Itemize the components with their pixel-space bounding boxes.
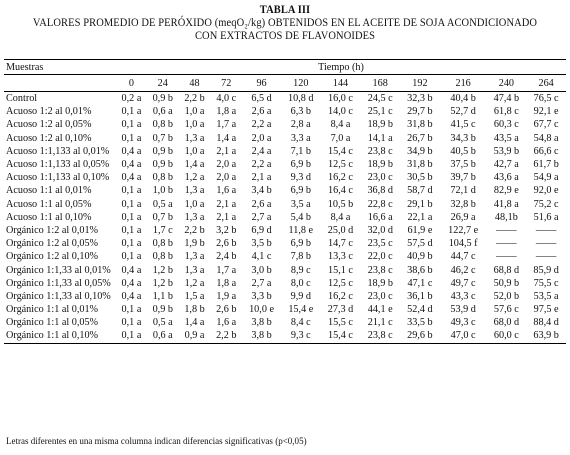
value-cell-120h: 9,9 d xyxy=(290,290,311,302)
hour-header-144: 144 xyxy=(332,77,349,89)
value-cell-240h: —— xyxy=(496,251,517,263)
value-cell-240h: 60,0 c xyxy=(493,330,519,342)
value-cell-264h: 67,7 c xyxy=(533,119,559,131)
value-cell-144h: 8,4 a xyxy=(330,211,351,223)
value-cell-264h: 54,8 a xyxy=(533,132,559,144)
value-cell-48h: 1,2 a xyxy=(184,277,205,289)
value-cell-144h: 15,5 c xyxy=(328,317,353,329)
sample-name-cell: Acuoso 1:1,133 al 0,01% xyxy=(6,145,110,157)
value-cell-24h: 1,0 b xyxy=(152,185,173,197)
value-cell-240h: 68,0 d xyxy=(493,317,520,329)
value-cell-216h: 41,5 c xyxy=(450,119,476,131)
value-cell-144h: 12,5 c xyxy=(328,159,353,171)
value-cell-24h: 0,5 a xyxy=(152,198,173,210)
value-cell-0h: 0,1 a xyxy=(121,106,142,118)
value-cell-120h: 15,4 e xyxy=(288,304,314,316)
value-cell-216h: 34,3 b xyxy=(450,132,476,144)
value-cell-192h: 57,5 d xyxy=(407,238,433,250)
sample-name-cell: Orgánico 1:1 al 0,10% xyxy=(6,330,99,342)
value-cell-72h: 1,4 a xyxy=(216,132,237,144)
value-cell-216h: 49,7 c xyxy=(450,277,476,289)
value-cell-24h: 0,6 a xyxy=(152,330,173,342)
value-cell-264h: —— xyxy=(535,224,557,236)
value-cell-96h: 3,4 b xyxy=(251,185,272,197)
table-row xyxy=(4,250,566,263)
value-cell-72h: 2,6 b xyxy=(216,238,237,250)
value-cell-192h: 61,9 e xyxy=(407,224,433,236)
empty-header-cell xyxy=(4,75,116,92)
value-cell-96h: 3,0 b xyxy=(251,264,272,276)
value-cell-240h: 68,8 d xyxy=(493,264,520,276)
value-cell-0h: 0,4 a xyxy=(121,145,142,157)
samples-header: Muestras xyxy=(6,61,44,73)
value-cell-144h: 25,0 d xyxy=(327,224,354,236)
value-cell-72h: 1,9 a xyxy=(216,290,237,302)
value-cell-120h: 7,8 b xyxy=(290,251,311,263)
value-cell-48h: 1,5 a xyxy=(184,290,205,302)
table-row xyxy=(4,316,566,329)
table-row xyxy=(4,211,566,224)
value-cell-120h: 11,8 e xyxy=(288,224,314,236)
value-cell-48h: 1,0 a xyxy=(184,145,205,157)
value-cell-264h: 66,6 c xyxy=(533,145,559,157)
value-cell-144h: 14,7 c xyxy=(328,238,353,250)
value-cell-48h: 1,0 a xyxy=(184,198,205,210)
table-title-line-2: CON EXTRACTOS DE FLAVONOIDES xyxy=(194,30,376,42)
value-cell-192h: 29,1 b xyxy=(407,198,433,210)
value-cell-216h: 104,5 f xyxy=(448,238,478,250)
value-cell-0h: 0,1 a xyxy=(121,185,142,197)
value-cell-48h: 2,2 b xyxy=(184,93,205,105)
value-cell-72h: 1,6 a xyxy=(216,317,237,329)
hour-header-240: 240 xyxy=(498,77,514,89)
table-row xyxy=(4,290,566,303)
value-cell-24h: 0,7 b xyxy=(152,132,173,144)
value-cell-96h: 3,8 b xyxy=(251,317,272,329)
value-cell-72h: 1,7 a xyxy=(216,119,237,131)
value-cell-120h: 6,9 b xyxy=(290,185,311,197)
value-cell-168h: 23,0 c xyxy=(367,172,393,184)
value-cell-96h: 2,2 a xyxy=(251,159,272,171)
value-cell-48h: 1,3 a xyxy=(184,264,205,276)
sample-name-cell: Control xyxy=(6,93,38,105)
value-cell-24h: 0,7 b xyxy=(152,211,173,223)
value-cell-48h: 1,3 a xyxy=(184,251,205,263)
sample-name-cell: Acuoso 1:2 al 0,05% xyxy=(6,119,92,131)
value-cell-96h: 6,9 d xyxy=(251,224,272,236)
value-cell-96h: 3,3 b xyxy=(251,290,272,302)
sample-name-cell: Acuoso 1:1 al 0,05% xyxy=(6,198,92,210)
value-cell-72h: 1,7 a xyxy=(216,264,237,276)
sample-name-cell: Acuoso 1:1 al 0,01% xyxy=(6,185,92,197)
value-cell-240h: 43,6 a xyxy=(493,172,519,184)
value-cell-24h: 0,8 b xyxy=(152,251,173,263)
value-cell-168h: 23,8 c xyxy=(367,330,393,342)
table-body xyxy=(4,92,566,344)
value-cell-168h: 14,1 a xyxy=(367,132,393,144)
value-cell-264h: 97,5 e xyxy=(533,304,559,316)
value-cell-0h: 0,1 a xyxy=(121,132,142,144)
value-cell-264h: 61,7 b xyxy=(533,159,559,171)
sample-name-cell: Acuoso 1:2 al 0,01% xyxy=(6,106,92,118)
value-cell-0h: 0,1 a xyxy=(121,317,142,329)
value-cell-240h: 41,8 a xyxy=(493,198,519,210)
value-cell-216h: 32,8 b xyxy=(450,198,476,210)
hour-header-168: 168 xyxy=(372,77,388,89)
value-cell-24h: 1,1 b xyxy=(152,290,173,302)
value-cell-0h: 0,1 a xyxy=(121,238,142,250)
sample-name-cell: Orgánico 1:1 al 0,05% xyxy=(6,317,99,329)
value-cell-0h: 0,1 a xyxy=(121,198,142,210)
value-cell-96h: 2,0 a xyxy=(251,132,272,144)
value-cell-192h: 38,6 b xyxy=(407,264,433,276)
value-cell-144h: 8,4 a xyxy=(330,119,351,131)
value-cell-192h: 22,1 a xyxy=(407,211,433,223)
value-cell-0h: 0,1 a xyxy=(121,211,142,223)
value-cell-168h: 44,1 e xyxy=(367,304,393,316)
value-cell-24h: 0,9 b xyxy=(152,93,173,105)
value-cell-264h: —— xyxy=(535,251,557,263)
value-cell-48h: 1,4 a xyxy=(184,159,205,171)
hour-header-216: 216 xyxy=(455,77,471,89)
value-cell-264h: 75,2 c xyxy=(533,198,559,210)
value-cell-240h: —— xyxy=(496,238,517,250)
sample-name-cell: Orgánico 1:2 al 0,10% xyxy=(6,251,99,263)
value-cell-96h: 2,6 a xyxy=(251,198,272,210)
value-cell-72h: 2,1 a xyxy=(216,145,237,157)
value-cell-192h: 33,5 b xyxy=(407,317,433,329)
value-cell-96h: 3,8 b xyxy=(251,330,272,342)
peroxide-values-table xyxy=(4,59,566,344)
value-cell-216h: 122,7 e xyxy=(448,224,479,236)
value-cell-96h: 3,5 b xyxy=(251,238,272,250)
value-cell-192h: 29,7 b xyxy=(407,106,433,118)
value-cell-48h: 1,8 b xyxy=(184,304,205,316)
hour-header-192: 192 xyxy=(412,77,428,89)
value-cell-216h: 40,4 b xyxy=(450,93,476,105)
table-row xyxy=(4,224,566,237)
value-cell-120h: 8,0 c xyxy=(290,277,311,289)
value-cell-168h: 18,9 b xyxy=(367,119,393,131)
value-cell-0h: 0,4 a xyxy=(121,277,142,289)
value-cell-48h: 1,0 a xyxy=(184,119,205,131)
value-cell-24h: 0,9 b xyxy=(152,159,173,171)
value-cell-216h: 40,5 b xyxy=(450,145,476,157)
value-cell-240h: 47,4 b xyxy=(493,93,520,105)
value-cell-144h: 16,0 c xyxy=(328,93,353,105)
table-row xyxy=(4,198,566,211)
value-cell-120h: 8,9 c xyxy=(290,264,311,276)
value-cell-168h: 36,8 d xyxy=(367,185,393,197)
value-cell-144h: 10,5 b xyxy=(327,198,354,210)
sample-name-cell: Acuoso 1:1 al 0,10% xyxy=(6,211,92,223)
table-title-line-1: VALORES PROMEDIO DE PERÓXIDO (meqO₂/kg) OBTENIDOS EN EL ACEITE DE SOJA ACONDICIONADO xyxy=(32,17,538,29)
hour-header-24: 24 xyxy=(157,77,168,89)
value-cell-0h: 0,1 a xyxy=(121,304,142,316)
value-cell-144h: 15,4 c xyxy=(328,330,353,342)
value-cell-48h: 1,0 a xyxy=(184,106,205,118)
value-cell-120h: 8,4 c xyxy=(290,317,311,329)
value-cell-0h: 0,1 a xyxy=(121,119,142,131)
table-caption xyxy=(23,0,547,43)
value-cell-216h: 52,7 d xyxy=(450,106,476,118)
table-row xyxy=(4,237,566,250)
value-cell-144h: 14,0 c xyxy=(328,106,353,118)
value-cell-168h: 21,1 c xyxy=(367,317,393,329)
table-header-row xyxy=(4,60,566,75)
value-cell-264h: 76,5 c xyxy=(533,93,559,105)
value-cell-144h: 15,1 c xyxy=(328,264,353,276)
value-cell-264h: 85,9 d xyxy=(533,264,559,276)
value-cell-48h: 1,2 a xyxy=(184,172,205,184)
hour-header-264: 264 xyxy=(538,77,554,89)
value-cell-120h: 10,8 d xyxy=(288,93,314,105)
value-cell-0h: 0,2 a xyxy=(121,93,142,105)
value-cell-168h: 23,0 c xyxy=(367,290,393,302)
value-cell-72h: 2,4 b xyxy=(216,251,237,263)
value-cell-240h: 61,8 c xyxy=(493,106,519,118)
value-cell-96h: 10,0 e xyxy=(249,304,274,316)
value-cell-96h: 2,1 a xyxy=(251,172,272,184)
value-cell-0h: 0,4 a xyxy=(121,264,142,276)
value-cell-0h: 0,1 a xyxy=(121,330,142,342)
value-cell-48h: 1,3 a xyxy=(184,185,205,197)
value-cell-120h: 6,3 b xyxy=(290,106,311,118)
value-cell-192h: 47,1 c xyxy=(407,277,433,289)
value-cell-144h: 12,5 c xyxy=(328,277,353,289)
value-cell-48h: 1,3 a xyxy=(184,132,205,144)
value-cell-216h: 53,9 d xyxy=(450,304,476,316)
value-cell-0h: 0,4 a xyxy=(121,290,142,302)
value-cell-240h: 52,0 b xyxy=(493,290,520,302)
value-cell-48h: 0,9 a xyxy=(184,330,205,342)
hour-header-96: 96 xyxy=(256,77,267,89)
value-cell-72h: 1,8 a xyxy=(216,277,237,289)
table-row xyxy=(4,184,566,197)
value-cell-240h: 50,9 b xyxy=(493,277,520,289)
value-cell-0h: 0,1 a xyxy=(121,224,142,236)
value-cell-192h: 32,3 b xyxy=(407,93,433,105)
value-cell-72h: 1,6 a xyxy=(216,185,237,197)
value-cell-192h: 36,1 b xyxy=(407,290,433,302)
value-cell-48h: 1,9 b xyxy=(184,238,205,250)
table-row xyxy=(4,145,566,158)
table-row xyxy=(4,92,566,106)
value-cell-240h: 42,7 a xyxy=(493,159,519,171)
value-cell-168h: 18,9 b xyxy=(367,277,393,289)
value-cell-264h: 51,6 a xyxy=(533,211,559,223)
value-cell-216h: 47,0 c xyxy=(450,330,476,342)
value-cell-96h: 2,7 a xyxy=(251,211,272,223)
value-cell-192h: 34,9 b xyxy=(407,145,433,157)
sample-name-cell: Orgánico 1:2 al 0,01% xyxy=(6,224,99,236)
value-cell-120h: 5,4 b xyxy=(290,211,311,223)
value-cell-216h: 37,5 b xyxy=(450,159,476,171)
sample-name-cell: Orgánico 1:1,33 al 0,10% xyxy=(6,290,111,302)
value-cell-168h: 22,8 c xyxy=(367,198,393,210)
value-cell-24h: 0,9 b xyxy=(152,304,173,316)
value-cell-168h: 23,8 c xyxy=(367,264,393,276)
hour-header-48: 48 xyxy=(189,77,200,89)
value-cell-240h: —— xyxy=(496,224,517,236)
value-cell-96h: 2,7 a xyxy=(251,277,272,289)
value-cell-168h: 24,5 c xyxy=(367,93,393,105)
value-cell-24h: 1,7 c xyxy=(152,224,173,236)
value-cell-216h: 26,9 a xyxy=(450,211,476,223)
value-cell-72h: 2,0 a xyxy=(216,172,237,184)
value-cell-168h: 16,6 a xyxy=(367,211,393,223)
value-cell-120h: 9,3 c xyxy=(290,330,311,342)
value-cell-72h: 2,6 b xyxy=(216,304,237,316)
value-cell-192h: 31,8 b xyxy=(407,119,433,131)
value-cell-192h: 58,7 d xyxy=(407,185,433,197)
value-cell-264h: 92,0 e xyxy=(533,185,559,197)
value-cell-216h: 46,2 c xyxy=(450,264,476,276)
value-cell-144h: 15,4 c xyxy=(328,145,353,157)
value-cell-216h: 39,7 b xyxy=(450,172,476,184)
value-cell-24h: 1,2 b xyxy=(152,277,173,289)
footnote: Letras diferentes en una misma columna indican diferencias significativas (p<0,05) xyxy=(6,436,307,447)
value-cell-24h: 0,8 b xyxy=(152,238,173,250)
value-cell-240h: 82,9 e xyxy=(493,185,519,197)
table-row xyxy=(4,263,566,276)
sample-name-cell: Acuoso 1:1,133 al 0,10% xyxy=(6,172,110,184)
value-cell-48h: 1,4 a xyxy=(184,317,205,329)
sample-name-cell: Orgánico 1:1,33 al 0,01% xyxy=(6,264,111,276)
value-cell-72h: 1,8 a xyxy=(216,106,237,118)
table-row xyxy=(4,105,566,118)
table-row xyxy=(4,277,566,290)
value-cell-24h: 0,8 b xyxy=(152,172,173,184)
value-cell-168h: 25,1 c xyxy=(367,106,393,118)
value-cell-96h: 2,2 a xyxy=(251,119,272,131)
value-cell-144h: 16,4 c xyxy=(328,185,353,197)
value-cell-144h: 16,2 c xyxy=(328,172,353,184)
value-cell-264h: —— xyxy=(535,238,557,250)
value-cell-24h: 0,9 b xyxy=(152,145,173,157)
table-row xyxy=(4,171,566,184)
value-cell-48h: 1,3 a xyxy=(184,211,205,223)
sample-name-cell: Orgánico 1:2 al 0,05% xyxy=(6,238,99,250)
value-cell-120h: 3,3 a xyxy=(290,132,311,144)
table-row xyxy=(4,303,566,316)
value-cell-48h: 2,2 b xyxy=(184,224,205,236)
value-cell-96h: 4,1 c xyxy=(251,251,272,263)
value-cell-120h: 6,9 b xyxy=(290,159,311,171)
value-cell-216h: 72,1 d xyxy=(450,185,476,197)
value-cell-192h: 30,5 b xyxy=(407,172,433,184)
value-cell-144h: 7,0 a xyxy=(330,132,351,144)
hour-header-120: 120 xyxy=(293,77,309,89)
value-cell-192h: 31,8 b xyxy=(407,159,433,171)
value-cell-24h: 0,5 a xyxy=(152,317,173,329)
table-row xyxy=(4,158,566,171)
value-cell-168h: 23,5 c xyxy=(367,238,393,250)
value-cell-168h: 18,9 b xyxy=(367,159,393,171)
sample-name-cell: Orgánico 1:1 al 0,01% xyxy=(6,304,99,316)
value-cell-96h: 6,5 d xyxy=(251,93,272,105)
value-cell-240h: 60,3 c xyxy=(493,119,519,131)
value-cell-144h: 16,2 c xyxy=(328,290,353,302)
value-cell-216h: 49,3 c xyxy=(450,317,476,329)
value-cell-72h: 3,2 b xyxy=(216,224,237,236)
value-cell-24h: 0,6 a xyxy=(152,106,173,118)
table-number: TABLA III xyxy=(259,4,311,16)
value-cell-192h: 52,4 d xyxy=(407,304,433,316)
table-row xyxy=(4,132,566,145)
value-cell-0h: 0,4 a xyxy=(121,172,142,184)
value-cell-120h: 2,8 a xyxy=(290,119,311,131)
value-cell-264h: 88,4 d xyxy=(533,317,559,329)
sample-name-cell: Acuoso 1:1,133 al 0,05% xyxy=(6,159,110,171)
value-cell-192h: 40,9 b xyxy=(407,251,433,263)
value-cell-264h: 75,5 c xyxy=(533,277,559,289)
value-cell-120h: 7,1 b xyxy=(290,145,311,157)
table-row xyxy=(4,329,566,343)
time-header: Tiempo (h) xyxy=(318,61,364,73)
value-cell-120h: 6,9 b xyxy=(290,238,311,250)
sample-name-cell: Acuoso 1:2 al 0,10% xyxy=(6,132,92,144)
hours-header-row xyxy=(4,75,566,92)
value-cell-0h: 0,4 a xyxy=(121,159,142,171)
value-cell-144h: 13,3 c xyxy=(328,251,353,263)
value-cell-144h: 27,3 d xyxy=(327,304,354,316)
value-cell-264h: 53,5 a xyxy=(533,290,559,302)
value-cell-72h: 2,1 a xyxy=(216,198,237,210)
value-cell-240h: 43,5 a xyxy=(493,132,519,144)
value-cell-168h: 22,0 c xyxy=(367,251,393,263)
value-cell-24h: 0,8 b xyxy=(152,119,173,131)
sample-name-cell: Orgánico 1:1,33 al 0,05% xyxy=(6,277,111,289)
table-row xyxy=(4,118,566,131)
hour-header-0: 0 xyxy=(128,77,134,89)
value-cell-120h: 3,5 a xyxy=(290,198,311,210)
value-cell-192h: 29,6 b xyxy=(407,330,433,342)
value-cell-72h: 4,0 c xyxy=(216,93,237,105)
value-cell-72h: 2,1 a xyxy=(216,211,237,223)
hour-header-72: 72 xyxy=(221,77,232,89)
value-cell-24h: 1,2 b xyxy=(152,264,173,276)
value-cell-192h: 26,7 b xyxy=(407,132,433,144)
value-cell-0h: 0,1 a xyxy=(121,251,142,263)
value-cell-264h: 92,1 e xyxy=(533,106,559,118)
value-cell-240h: 48,1b xyxy=(494,211,518,223)
value-cell-168h: 32,0 d xyxy=(367,224,393,236)
value-cell-96h: 2,6 a xyxy=(251,106,272,118)
value-cell-96h: 2,4 a xyxy=(251,145,272,157)
value-cell-168h: 23,8 c xyxy=(367,145,393,157)
value-cell-216h: 43,3 c xyxy=(450,290,476,302)
value-cell-216h: 44,7 c xyxy=(450,251,476,263)
value-cell-264h: 63,9 b xyxy=(533,330,559,342)
value-cell-264h: 54,9 a xyxy=(533,172,559,184)
value-cell-120h: 9,3 d xyxy=(290,172,311,184)
value-cell-72h: 2,0 a xyxy=(216,159,237,171)
value-cell-72h: 2,2 b xyxy=(216,330,237,342)
value-cell-240h: 53,9 b xyxy=(493,145,520,157)
value-cell-240h: 57,6 c xyxy=(493,304,519,316)
